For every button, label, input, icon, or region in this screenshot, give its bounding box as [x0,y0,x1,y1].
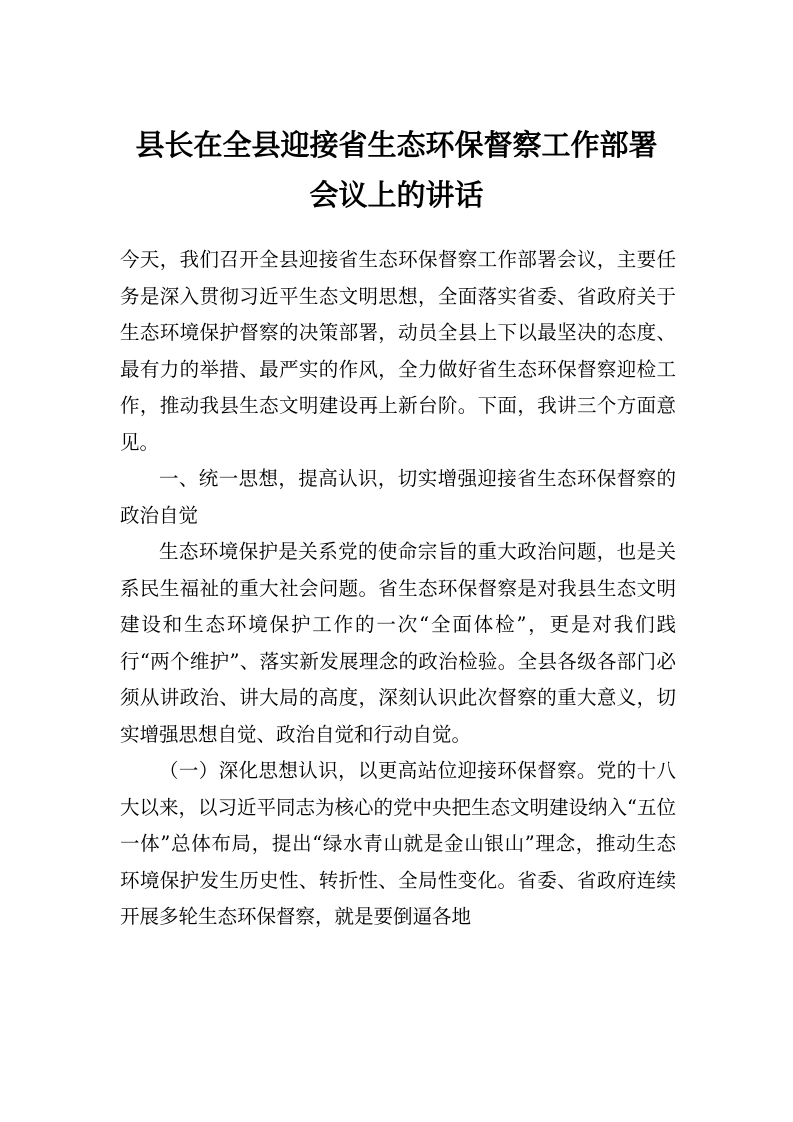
document-title-line-1: 县长在全县迎接省生态环保督察工作部署 [135,128,658,162]
document-body [120,242,676,936]
section-heading-1: 一、统一思想，提高认识，切实增强迎接省生态环保督察的政治自觉 [120,467,676,527]
paragraph-section-1: 生态环境保护是关系党的使命宗旨的重大政治问题，也是关系民生福祉的重大社会问题。省生态环保督察是对我县生态文明建设和生态环境保护工作的一次“全面体检”，更是对我们践行“两个维护”、落实新发展理念的政治检验。全县各级各部门必须从讲政治、讲大局的高度，深刻认识此次督察的重大意义，切实增强思想自觉、政治自觉和行动自觉。 [120,540,676,746]
document-title-line-2: 会议上的讲话 [309,178,484,212]
paragraph-intro: 今天，我们召开全县迎接省生态环保督察工作部署会议，主要任务是深入贯彻习近平生态文明思想，全面落实省委、省政府关于生态环境保护督察的决策部署，动员全县上下以最坚决的态度、最有力的举措、最严实的作风，全力做好省生态环保督察迎检工作，推动我县生态文明建设再上新台阶。下面，我讲三个方面意见。 [120,248,676,454]
subsection-paragraph-1: （一）深化思想认识，以更高站位迎接环保督察。党的十八大以来，以习近平同志为核心的党中央把生态文明建设纳入“五位一体”总体布局，提出“绿水青山就是金山银山”理念，推动生态环境保护发生历史性、转折性、全局性变化。省委、省政府连续开展多轮生态环保督察，就是要倒逼各地 [120,759,676,928]
